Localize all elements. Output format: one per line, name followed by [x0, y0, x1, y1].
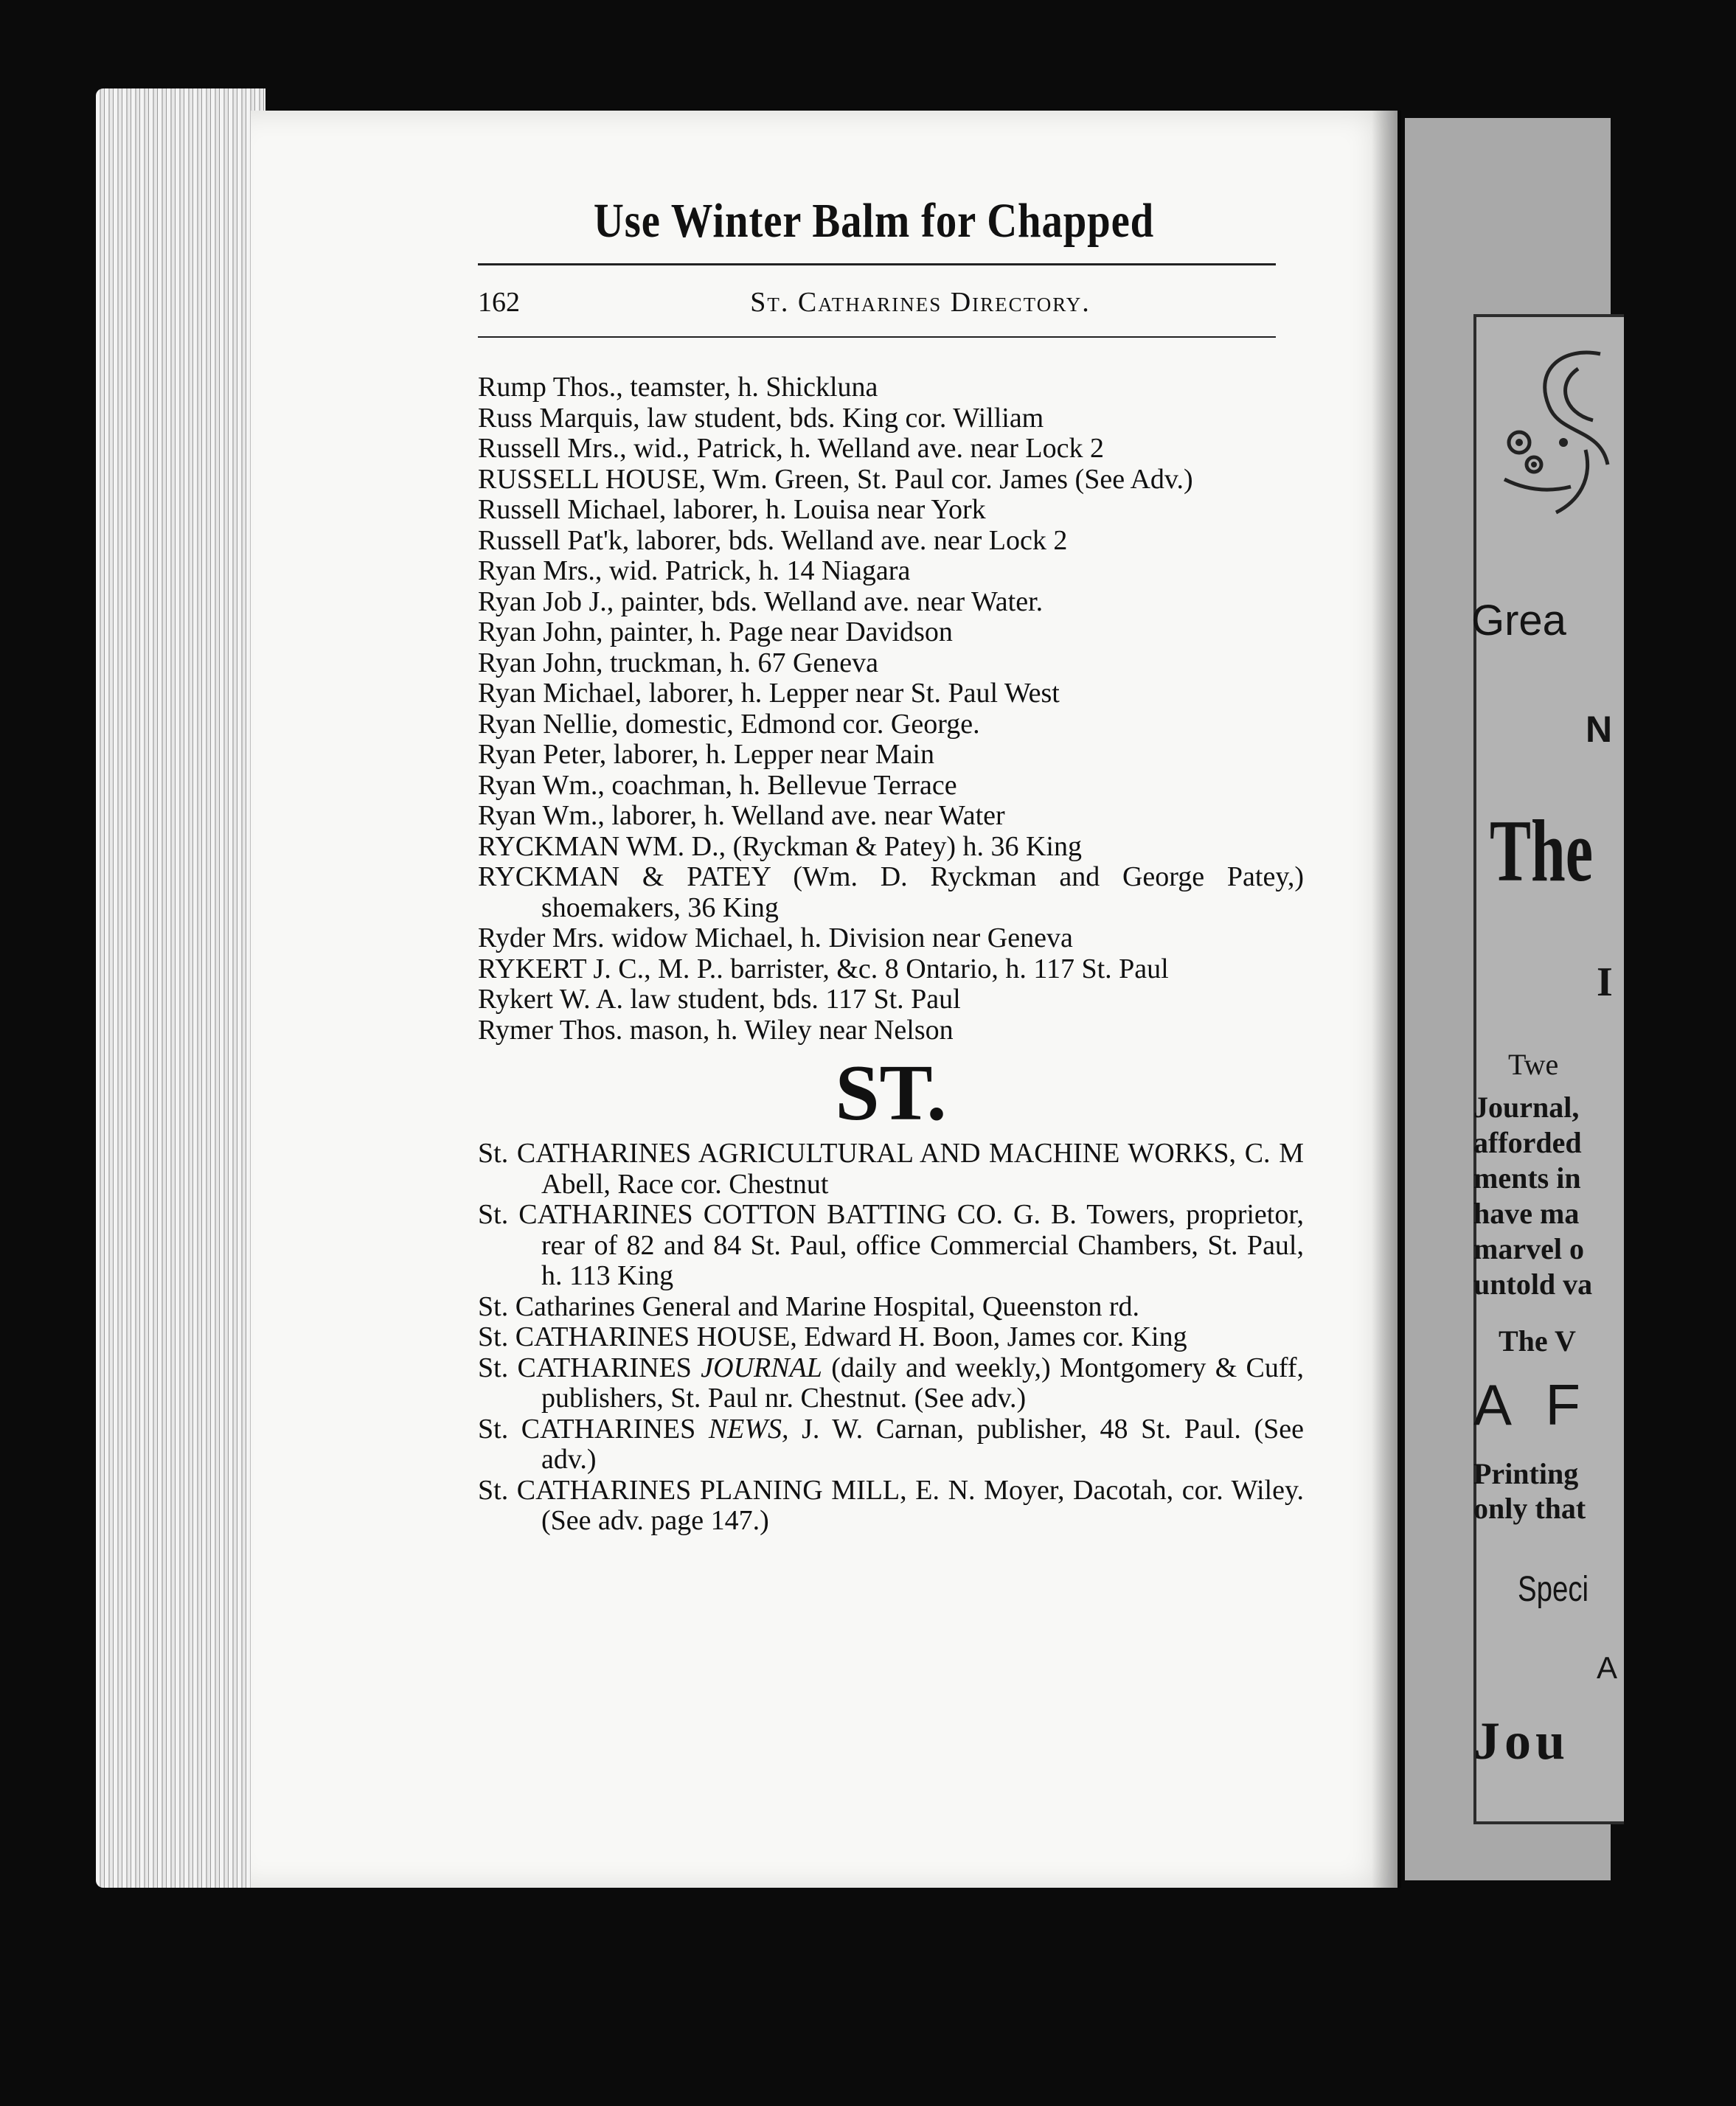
- adv-line: The V: [1499, 1324, 1576, 1358]
- entry-detail: J. W. Carnan, publisher, 48 St. Paul. (See adv.): [541, 1413, 1305, 1475]
- directory-entry: Ryan Job J., painter, bds. Welland ave. near Water.: [478, 585, 1044, 617]
- directory-entry: Russ Marquis, law student, bds. King cor. William: [478, 402, 1044, 434]
- header-rule: [478, 263, 1276, 265]
- newspaper-name: NEWS,: [708, 1413, 789, 1445]
- directory-entry: RYCKMAN WM. D., (Ryckman & Patey) h. 36 King: [478, 830, 1082, 862]
- directory-entry: Ryan Mrs., wid. Patrick, h. 14 Niagara: [478, 555, 911, 586]
- adv-line: Jou: [1473, 1711, 1570, 1770]
- folio-line: [478, 286, 1276, 324]
- adv-line: untold va: [1473, 1268, 1593, 1301]
- running-head: Use Winter Balm for Chapped: [593, 194, 1155, 248]
- adv-line: only that: [1473, 1492, 1586, 1525]
- directory-entry: Ryan Wm., laborer, h. Welland ave. near Water: [478, 800, 1005, 831]
- page-number: 162: [478, 287, 520, 318]
- directory-entry: Ryan Wm., coachman, h. Bellevue Terrace: [478, 769, 957, 801]
- adv-line: I: [1597, 959, 1613, 1005]
- adv-line: marvel o: [1473, 1232, 1584, 1265]
- directory-entry: Russell Mrs., wid., Patrick, h. Welland ave. near Lock 2: [478, 433, 1104, 464]
- folio-rule: [478, 336, 1276, 338]
- directory-entries: [478, 372, 1304, 1537]
- entry-prefix: St. CATHARINES: [478, 1352, 692, 1383]
- directory-entry: [478, 1353, 1304, 1414]
- newspaper-name: JOURNAL: [701, 1352, 822, 1383]
- directory-entry: Ryan John, truckman, h. 67 Geneva: [478, 647, 879, 678]
- entry-prefix: St. CATHARINES: [478, 1413, 696, 1445]
- gutter-shadow: [1372, 111, 1401, 1888]
- adv-line: Twe: [1508, 1048, 1559, 1081]
- directory-entry: St. CATHARINES HOUSE, Edward H. Boon, James cor. King: [478, 1321, 1187, 1352]
- adv-line: N: [1586, 709, 1613, 750]
- directory-entry: RYCKMAN & PATEY (Wm. D. Ryckman and George Patey,) shoemakers, 36 King: [478, 861, 1304, 923]
- directory-entry: RYKERT J. C., M. P.. barrister, &c. 8 Ontario, h. 117 St. Paul: [478, 953, 1169, 984]
- directory-entry: Ryan John, painter, h. Page near Davidson: [478, 616, 953, 647]
- directory-entry: [478, 1414, 1304, 1476]
- directory-entry: Ryan Peter, laborer, h. Lepper near Main: [478, 739, 935, 770]
- directory-entry: Ryan Michael, laborer, h. Lepper near St. Paul West: [478, 678, 1060, 709]
- page-edges: [96, 88, 265, 1888]
- directory-entry: Rymer Thos. mason, h. Wiley near Nelson: [478, 1014, 954, 1046]
- adv-line: have ma: [1473, 1197, 1580, 1230]
- directory-entry: St. CATHARINES PLANING MILL, E. N. Moyer, Dacotah, cor. Wiley. (See adv. page 147.): [478, 1474, 1304, 1536]
- adv-line: A: [1597, 1650, 1618, 1685]
- adv-line: afforded: [1473, 1126, 1582, 1159]
- adv-line: The: [1490, 802, 1594, 900]
- entry-detail: (daily and weekly,) Montgomery & Cuff, publishers, St. Paul nr. Chestnut. (See adv.): [541, 1352, 1305, 1414]
- directory-entry: RUSSELL HOUSE, Wm. Green, St. Paul cor. James (See Adv.): [478, 463, 1193, 495]
- directory-entry: Russell Michael, laborer, h. Louisa near York: [478, 494, 986, 525]
- adv-line: A F: [1473, 1372, 1591, 1437]
- ornament-icon: [1490, 339, 1615, 524]
- directory-entry: St. CATHARINES AGRICULTURAL AND MACHINE WORKS, C. M Abell, Race cor. Chestnut: [478, 1138, 1304, 1200]
- directory-entry: Russell Pat'k, laborer, bds. Welland ave. near Lock 2: [478, 524, 1068, 556]
- directory-entry: Rykert W. A. law student, bds. 117 St. Paul: [478, 984, 961, 1015]
- directory-entry: Ryan Nellie, domestic, Edmond cor. George.: [478, 708, 980, 740]
- adv-line: ments in: [1473, 1161, 1581, 1195]
- adv-line: Grea: [1471, 597, 1566, 644]
- directory-title: St. Catharines Directory.: [750, 287, 1091, 318]
- directory-entry: St. CATHARINES COTTON BATTING CO. G. B. Towers, proprietor, rear of 82 and 84 St. Paul, office Commercial Chambers, St. Paul, h. 113 King: [478, 1199, 1304, 1291]
- adv-line: Printing: [1473, 1457, 1579, 1490]
- directory-entry: St. Catharines General and Marine Hospital, Queenston rd.: [478, 1290, 1139, 1322]
- section-heading: ST.: [835, 1049, 947, 1137]
- adv-line: Speci: [1518, 1570, 1589, 1609]
- directory-entry: Ryder Mrs. widow Michael, h. Division near Geneva: [478, 922, 1073, 953]
- directory-entry: Rump Thos., teamster, h. Shickluna: [478, 372, 878, 403]
- adv-line: Journal,: [1473, 1091, 1580, 1124]
